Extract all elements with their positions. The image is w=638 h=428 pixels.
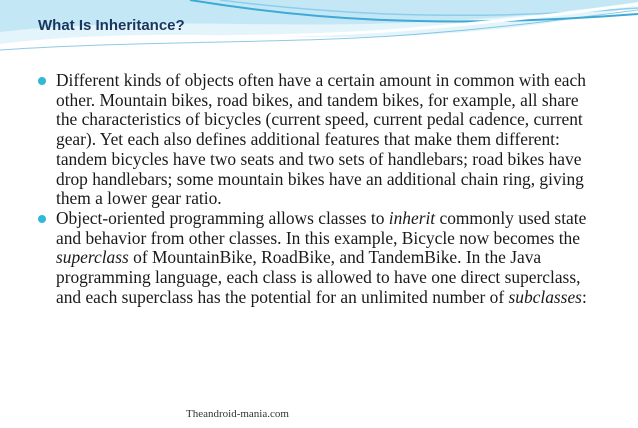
bullet-text-part: : <box>581 286 587 307</box>
bullet-text-part: of MountainBike, RoadBike, and TandemBike. In the Java programming language, each class is allowed to have one direct superclass, and each superclass has the potential for an unlimited number of <box>56 247 581 307</box>
bullet-dot-icon <box>38 77 46 85</box>
bullet-dot-icon <box>38 215 46 223</box>
emphasis-inherit: inherit <box>388 207 436 228</box>
bullet-text: Different kinds of objects often have a certain amount in common with each other. Mountain bikes, road bikes, and tandem bikes, for example, all share the characteristics of bicycles (current speed, current pedal cadence, current gear). Yet each also defines additional features that make them different: tandem bicycles have two seats and two sets of handlebars; road bikes have drop handlebars; some mountain bikes have an additional chain ring, giving them a lower gear ratio. <box>56 70 586 209</box>
bullet-item <box>38 71 598 209</box>
bullet-item <box>38 209 598 308</box>
emphasis-subclasses: subclasses <box>508 286 582 307</box>
footer-source: Theandroid-mania.com <box>186 408 289 420</box>
bullet-text-part: Object-oriented programming allows classes to <box>56 207 389 228</box>
slide-title: What Is Inheritance? <box>38 17 185 34</box>
emphasis-superclass: superclass <box>56 247 129 268</box>
bullet-text-part: commonly used state and behavior from other classes. In this example, Bicycle now becomes the <box>56 207 587 248</box>
bullet-list <box>38 71 598 307</box>
